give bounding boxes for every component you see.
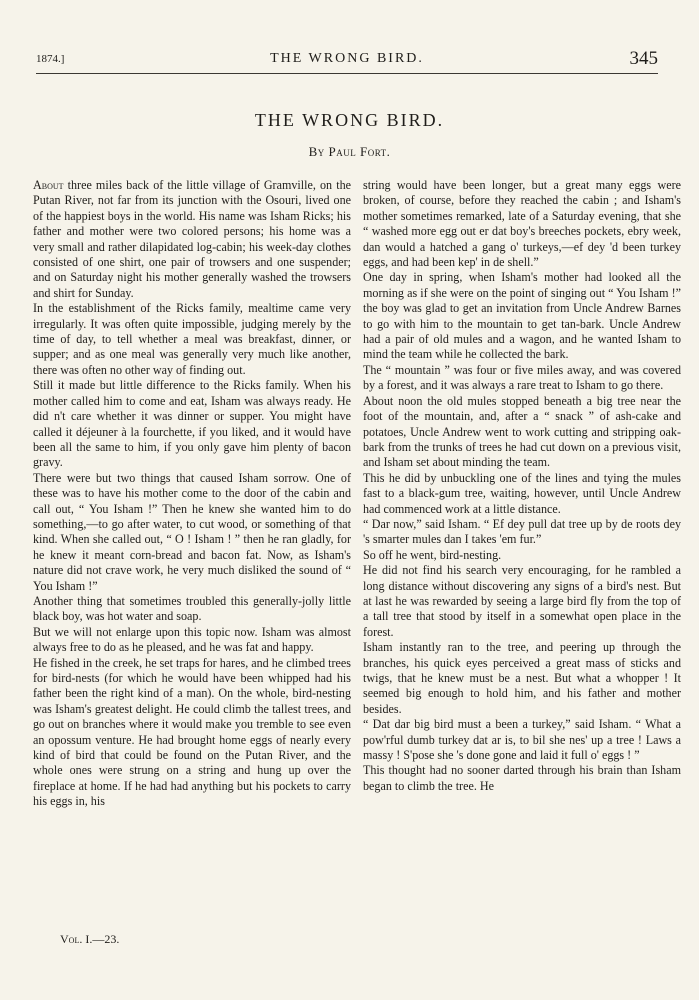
running-head	[36, 50, 658, 70]
paragraph-text: three miles back of the little village of Gramville, on the Putan River, not far from its junction with the Osouri, lived one of the happiest boys in the world. His name was Isham Ricks; his father and mother were two colored persons; his home was a very small and rather dilapidated log-cabin; his week-day clothes consisted of one shirt, one pair of trowsers and one suspender; and on Saturday night his mother generally washed the trowsers and shirt for Sunday.	[33, 178, 351, 300]
paragraph: “ Dat dar big bird must a been a turkey,” said Isham. “ What a pow'rful dumb turkey dat ar is, to bil she nes' up a tree ! Laws a massy ! S'pose she 's done gone and laid it full o' eggs ! ”	[363, 717, 681, 763]
paragraph: The “ mountain ” was four or five miles away, and was covered by a forest, and it was always a rare treat to Isham to go there.	[363, 362, 681, 393]
article-byline: By Paul Fort.	[308, 144, 391, 159]
paragraph: He fished in the creek, he set traps for hares, and he climbed trees for bird-nests (for which he would have been whipped had his father been the right kind of a man). On the whole, bird-nesting was Isham's greatest delight. He could climb the tallest trees, and go out on branches where it would make you tremble to see even an opossum venture. He had brought home eggs of nearly every kind of bird that could be found on the Putan River, and the whole ones were strung on a string and hung up over the fireplace at home. If he had had anything but his pockets to carry his eggs in, his	[33, 655, 352, 809]
paragraph: Another thing that sometimes troubled this generally-jolly little black boy, was hot water and soap.	[33, 593, 351, 624]
left-column	[33, 178, 351, 810]
paragraph: There were but two things that caused Isham sorrow. One of these was to have his mother come to the door of the cabin and call out, “ You Isham !” Then he knew she wanted him to do something,—to go after water, to cut wood, or something of that kind. When she called out, “ O ! Isham ! ” then he ran gladly, for he knew it meant corn-bread and bacon fat. Now, as Isham's nature did not crave work, he very much disliked the sound of “ You Isham !”	[33, 470, 351, 593]
paragraph: Isham instantly ran to the tree, and peering up through the branches, his quick eyes perceived a great mass of sticks and twigs, that he knew must be a nest. But what a whopper ! It seemed big enough to hold him, and his father and mother besides.	[363, 640, 681, 716]
paragraph: This he did by unbuckling one of the lines and tying the mules fast to a black-gum tree, waiting, however, until Uncle Andrew had commenced work at a little distance.	[363, 470, 681, 516]
right-column	[363, 178, 681, 794]
article-title: THE WRONG BIRD.	[254, 110, 445, 130]
header-rule	[36, 73, 658, 74]
paragraph: This thought had no sooner darted through his brain than Isham began to climb the tree. He	[363, 763, 681, 793]
lead-in: About	[33, 178, 64, 192]
paragraph: One day in spring, when Isham's mother had looked all the morning as if she were on the point of singing out “ You Isham !” the boy was glad to get an invitation from Uncle Andrew Barnes to go with him to the mountain to get tan-bark. Uncle Andrew had a pair of old mules and a wagon, and he wanted Isham to mind the team while he collected the bark.	[363, 270, 681, 362]
paragraph: He did not find his search very encouraging, for he rambled a long distance without discovering any signs of a bird's nest. But at last he was rewarded by seeing a large bird fly from the top of a tall tree that stood by itself in a somewhat open place in the forest.	[363, 563, 681, 639]
paragraph: string would have been longer, but a great many eggs were broken, of course, before they reached the cabin ; and Isham's mother sometimes remarked, late of a Saturday evening, that she “ washed more egg out er dat boy's breeches pockets, ebry week, dan would a hatched a gang o' turkeys,—ef dey 'd been turkey eggs, and had been kep' in de shell.”	[363, 178, 681, 270]
paragraph: So off he went, bird-nesting.	[363, 547, 502, 562]
paragraph: About noon the old mules stopped beneath a big tree near the foot of the mountain, and, after a “ snack ” of ash-cake and potatoes, Uncle Andrew went to work cutting and stripping oak-bark from the trunks of trees he had cut down on a previous visit, and Isham set about minding the team.	[363, 393, 681, 470]
paragraph: But we will not enlarge upon this topic now. Isham was almost always free to do as he pleased, and he was fat and happy.	[33, 624, 351, 655]
running-head-year: 1874.]	[36, 53, 65, 65]
paragraph: Still it made but little difference to the Ricks family. When his mother called him to come and eat, Isham was always ready. He did n't care whether it was dinner or supper. You might have called it déjeuner à la fourchette, if you liked, and it would have been all the same to him, if you only gave him plenty of bacon gravy.	[33, 378, 351, 470]
paragraph: “ Dar now,” said Isham. “ Ef dey pull dat tree up by de roots dey 's smarter mules dan I takes 'em fur.”	[363, 516, 681, 547]
volume-signature: Vol. I.—23.	[60, 932, 120, 946]
page-number: 345	[629, 48, 658, 69]
paragraph: In the establishment of the Ricks family, mealtime came very irregularly. It was often quite impossible, judging merely by the time of day, to tell whether a meal was breakfast, dinner, or supper; and as one meal was generally very much like another, there was often no other way of finding out.	[33, 301, 351, 377]
paragraph	[33, 178, 351, 301]
running-head-title: THE WRONG BIRD.	[270, 51, 424, 66]
